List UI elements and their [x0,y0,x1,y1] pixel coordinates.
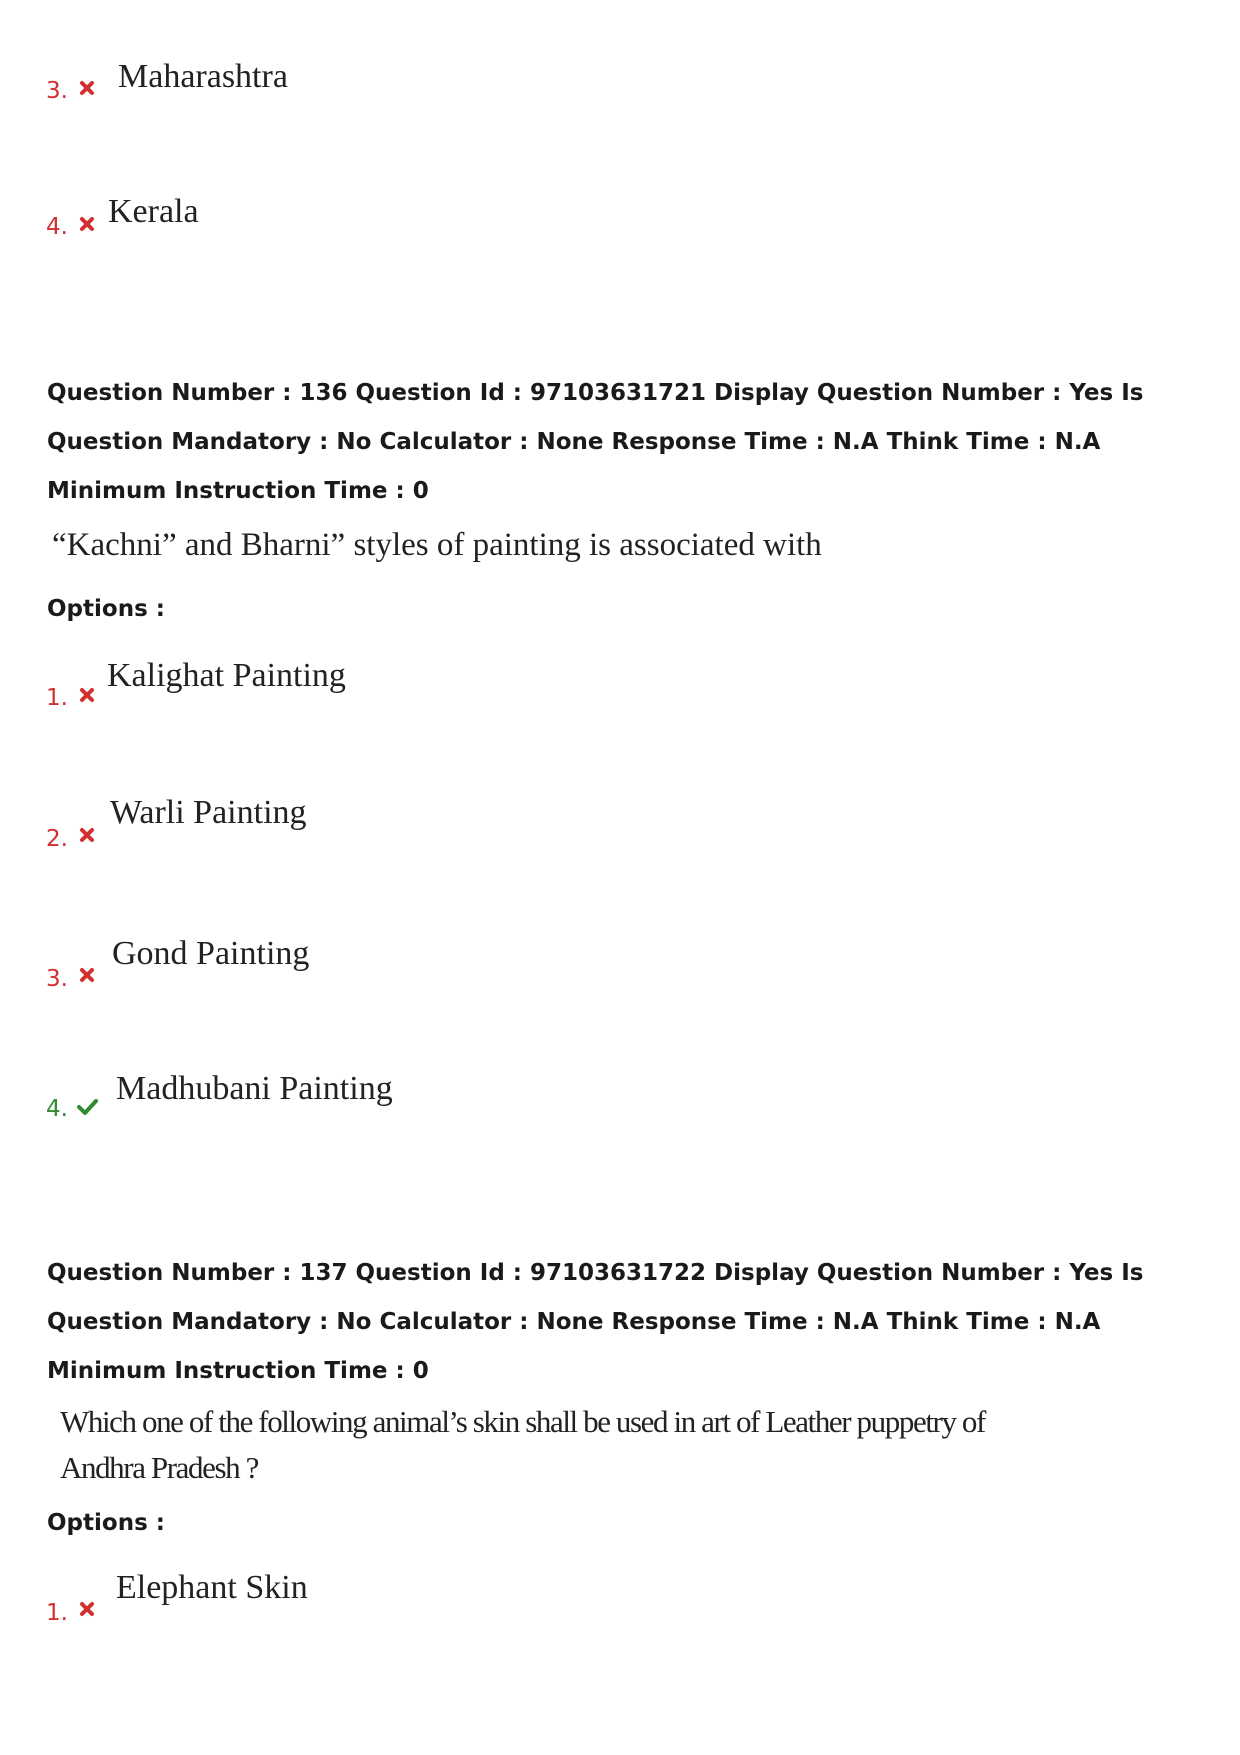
option-number: 1. [46,685,68,711]
option-text: Warli Painting [110,794,307,831]
option-text: Kalighat Painting [107,657,346,694]
question-text: “Kachni” and Bharni” styles of painting is associated with [52,527,822,563]
option-text: Madhubani Painting [116,1070,393,1107]
cross-icon [78,826,96,844]
options-label: Options : [47,596,165,622]
question-header: Question Number : 137 Question Id : 97103631722 Display Question Number : Yes Is Question Mandatory : No Calculator : None Response Time : N.A Think Time : N.A Minimum Instruction Time : 0 [47,1260,1144,1384]
option-text: Kerala [108,193,199,230]
option-number: 3. [46,966,68,992]
cross-icon [78,966,96,984]
cross-icon [78,79,96,97]
option-text: Gond Painting [112,935,310,972]
option-number: 4. [46,1096,68,1122]
option-number: 3. [46,78,68,104]
cross-icon [78,686,96,704]
cross-icon [78,215,96,233]
option-number: 2. [46,826,68,852]
check-icon [76,1097,98,1117]
question-text [60,1399,985,1491]
question-text-line: Andhra Pradesh ? [60,1450,258,1485]
option-text: Maharashtra [118,58,288,95]
question-text-line: Which one of the following animal’s skin shall be used in art of Leather puppetry of [60,1404,985,1439]
options-label: Options : [47,1510,165,1536]
option-number: 1. [46,1600,68,1626]
cross-icon [78,1600,96,1618]
option-number: 4. [46,214,68,240]
question-header: Question Number : 136 Question Id : 97103631721 Display Question Number : Yes Is Question Mandatory : No Calculator : None Response Time : N.A Think Time : N.A Minimum Instruction Time : 0 [47,380,1144,504]
option-text: Elephant Skin [116,1569,308,1606]
